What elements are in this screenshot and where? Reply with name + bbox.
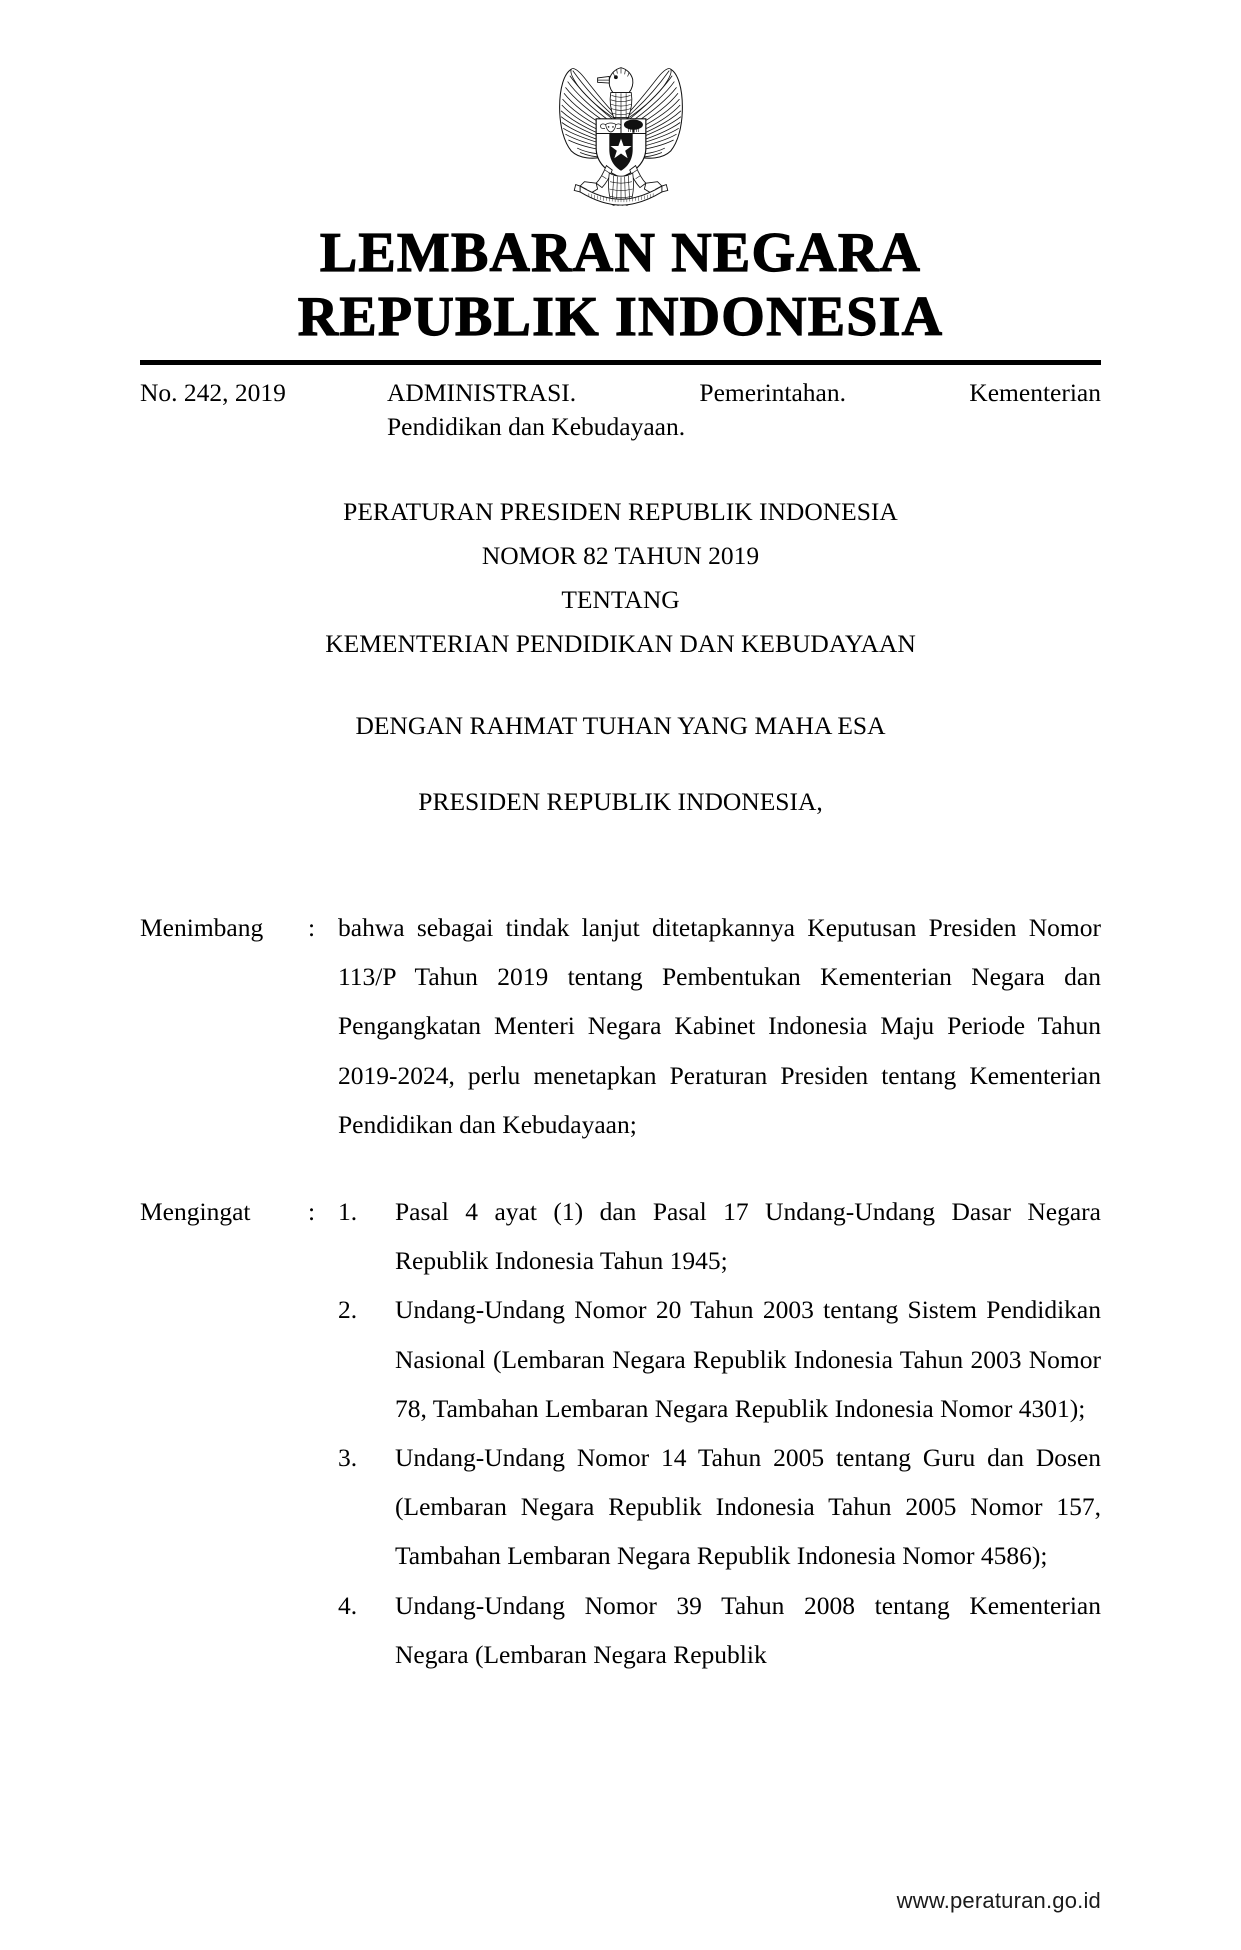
list-item-text: Undang-Undang Nomor 20 Tahun 2003 tentang Sistem Pendidikan Nasional (Lembaran Negara Republik Indonesia Tahun 2003 Nomor 78, Tambahan Lembaran Negara Republik Indonesia Nomor 4301);	[395, 1295, 1101, 1423]
list-item-marker: 3.	[338, 1442, 358, 1472]
title-line-regulation-type: PERATURAN PRESIDEN REPUBLIK INDONESIA	[343, 497, 898, 527]
issuer-line: PRESIDEN REPUBLIK INDONESIA,	[418, 786, 823, 816]
clause-menimbang-text: bahwa sebagai tindak lanjut ditetapkannya Keputusan Presiden Nomor 113/P Tahun 2019 tentang Pembentukan Kementerian Negara dan Pengangkatan Menteri Negara Kabinet Indonesia Maju Periode Tahun 2019-2024, perlu menetapkan Peraturan Presiden tentang Kementerian Pendidikan dan Kebudayaan;	[338, 912, 1101, 1139]
title-line-about: TENTANG	[561, 585, 680, 615]
masthead	[140, 222, 1101, 350]
clause-menimbang-colon: :	[308, 912, 316, 942]
clause-mengingat-list	[338, 1187, 1101, 1679]
title-line-ministry: KEMENTERIAN PENDIDIKAN DAN KEBUDAYAAN	[325, 629, 916, 659]
document-subject-line-2: Pendidikan dan Kebudayaan.	[387, 411, 686, 441]
list-item	[338, 1433, 1101, 1581]
list-item-marker: 4.	[338, 1590, 358, 1620]
list-item-text: Undang-Undang Nomor 39 Tahun 2008 tentang Kementerian Negara (Lembaran Negara Republik	[395, 1590, 1101, 1669]
clause-mengingat-label: Mengingat	[140, 1196, 251, 1226]
header-divider	[140, 360, 1101, 365]
clauses-section	[140, 903, 1101, 1679]
clause-mengingat	[140, 1187, 1101, 1679]
list-item-marker: 2.	[338, 1295, 358, 1325]
list-item	[338, 1187, 1101, 1285]
garuda-pancasila-emblem	[533, 56, 709, 208]
legal-basis-list	[338, 1187, 1101, 1679]
invocation-line: DENGAN RAHMAT TUHAN YANG MAHA ESA	[355, 710, 886, 740]
list-item-text: Undang-Undang Nomor 14 Tahun 2005 tentang Guru dan Dosen (Lembaran Negara Republik Indonesia Tahun 2005 Nomor 157, Tambahan Lembaran Negara Republik Indonesia Nomor 4586);	[395, 1442, 1101, 1571]
document-meta-row	[140, 376, 1101, 444]
document-subject	[387, 376, 1101, 444]
list-item-marker: 1.	[338, 1196, 358, 1226]
list-item-text: Pasal 4 ayat (1) dan Pasal 17 Undang-Undang Dasar Negara Republik Indonesia Tahun 1945;	[395, 1196, 1101, 1276]
clause-menimbang	[140, 903, 1101, 1149]
list-item	[338, 1581, 1101, 1679]
emblem-container	[140, 0, 1101, 208]
title-line-number: NOMOR 82 TAHUN 2019	[481, 541, 760, 571]
list-item	[338, 1285, 1101, 1433]
masthead-line-1: LEMBARAN NEGARA	[319, 222, 922, 284]
clause-mengingat-colon: :	[308, 1196, 316, 1226]
masthead-line-2: REPUBLIK INDONESIA	[297, 285, 944, 348]
document-subject-line-1: ADMINISTRASI. Pemerintahan. Kementerian	[387, 377, 1101, 407]
clause-menimbang-label: Menimbang	[140, 912, 264, 942]
footer-url: www.peraturan.go.id	[896, 1888, 1101, 1913]
document-number: No. 242, 2019	[140, 377, 286, 407]
regulation-title-block	[140, 490, 1101, 665]
